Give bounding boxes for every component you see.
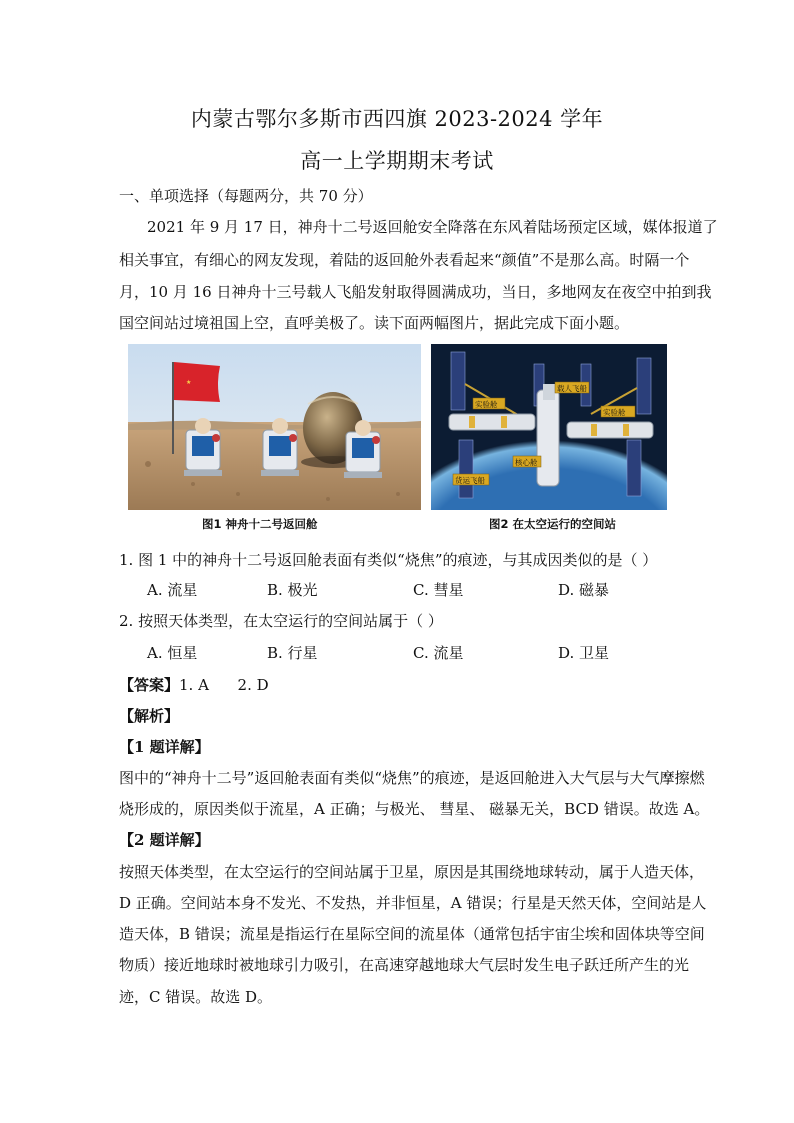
exam-title-line1: 内蒙古鄂尔多斯市西四旗 2023-2024 学年 bbox=[190, 107, 604, 131]
figure-2-space-station-illustration bbox=[431, 344, 667, 510]
question-1-stem: 1. 图 1 中的神舟十二号返回舱表面有类似“烧焦”的痕迹，与其成因类似的是（ ） bbox=[119, 551, 658, 569]
question-2-option-c: C. 流星 bbox=[413, 644, 464, 662]
label-lab-module-2: 实验舱 bbox=[603, 408, 626, 417]
passage-line: 国空间站过境祖国上空，直呼美极了。读下面两幅图片，据此完成下面小题。 bbox=[119, 314, 630, 332]
figure-2-caption: 图2 在太空运行的空间站 bbox=[489, 517, 617, 531]
label-core-module: 核心舱 bbox=[515, 458, 538, 467]
passage-line: 2021 年 9 月 17 日，神舟十二号返回舱安全降落在东风着陆场预定区域，媒体报道了 bbox=[147, 218, 718, 236]
question-2-option-d: D. 卫星 bbox=[558, 644, 610, 662]
figure-1-return-capsule-photo bbox=[128, 344, 421, 510]
q1-detail-line: 图中的“神舟十二号”返回舱表面有类似“烧焦”的痕迹，是返回舱进入大气层与大气摩擦燃 bbox=[119, 769, 705, 787]
question-2-option-a: A. 恒星 bbox=[147, 644, 198, 662]
answer-row bbox=[119, 675, 679, 695]
question-1-option-a: A. 流星 bbox=[147, 581, 198, 599]
answer-label: 【答案】 bbox=[119, 676, 180, 694]
label-cargo-ship: 货运飞船 bbox=[455, 476, 485, 485]
q1-detail-line: 烧形成的，原因类似于流星，A 正确；与极光、 彗星、 磁暴无关，BCD 错误。故选 A。 bbox=[119, 800, 710, 818]
q2-detail-line: 造天体，B 错误；流星是指运行在星际空间的流星体（通常包括宇宙尘埃和固体块等空间 bbox=[119, 925, 705, 943]
exam-title-line2: 高一上学期期末考试 bbox=[300, 149, 494, 173]
question-1-option-c: C. 彗星 bbox=[413, 581, 464, 599]
label-lab-module-1: 实验舱 bbox=[475, 400, 498, 409]
question-2-option-b: B. 行星 bbox=[267, 644, 318, 662]
q2-detail-line: 物质）接近地球时被地球引力吸引，在高速穿越地球大气层时发生电子跃迁所产生的光 bbox=[119, 956, 690, 974]
figure-1-caption: 图1 神舟十二号返回舱 bbox=[202, 517, 318, 531]
q1-detail-label: 【1 题详解】 bbox=[119, 738, 210, 756]
passage-line: 月，10 月 16 日神舟十三号载人飞船发射取得圆满成功，当日，多地网友在夜空中拍到我 bbox=[119, 283, 712, 301]
question-2-stem: 2. 按照天体类型，在太空运行的空间站属于（ ） bbox=[119, 612, 443, 630]
label-crew-ship: 载人飞船 bbox=[557, 384, 587, 393]
q2-detail-line: 迹，C 错误。故选 D。 bbox=[119, 988, 273, 1006]
analysis-label: 【解析】 bbox=[119, 707, 180, 725]
q2-detail-label: 【2 题详解】 bbox=[119, 831, 210, 849]
passage-line: 相关事宜，有细心的网友发现，着陆的返回舱外表看起来“颜值”不是那么高。时隔一个 bbox=[119, 251, 690, 269]
answer-text: 1. A 2. D bbox=[179, 676, 269, 694]
q2-detail-line: 按照天体类型，在太空运行的空间站属于卫星，原因是其围绕地球转动，属于人造天体， bbox=[119, 863, 705, 881]
question-1-option-b: B. 极光 bbox=[267, 581, 318, 599]
section-heading: 一、单项选择（每题两分，共 70 分） bbox=[119, 187, 373, 205]
q2-detail-line: D 正确。空间站本身不发光、不发热，并非恒星，A 错误；行星是天然天体，空间站是人 bbox=[119, 894, 707, 912]
svg-text:★: ★ bbox=[186, 379, 192, 386]
question-1-option-d: D. 磁暴 bbox=[558, 581, 610, 599]
